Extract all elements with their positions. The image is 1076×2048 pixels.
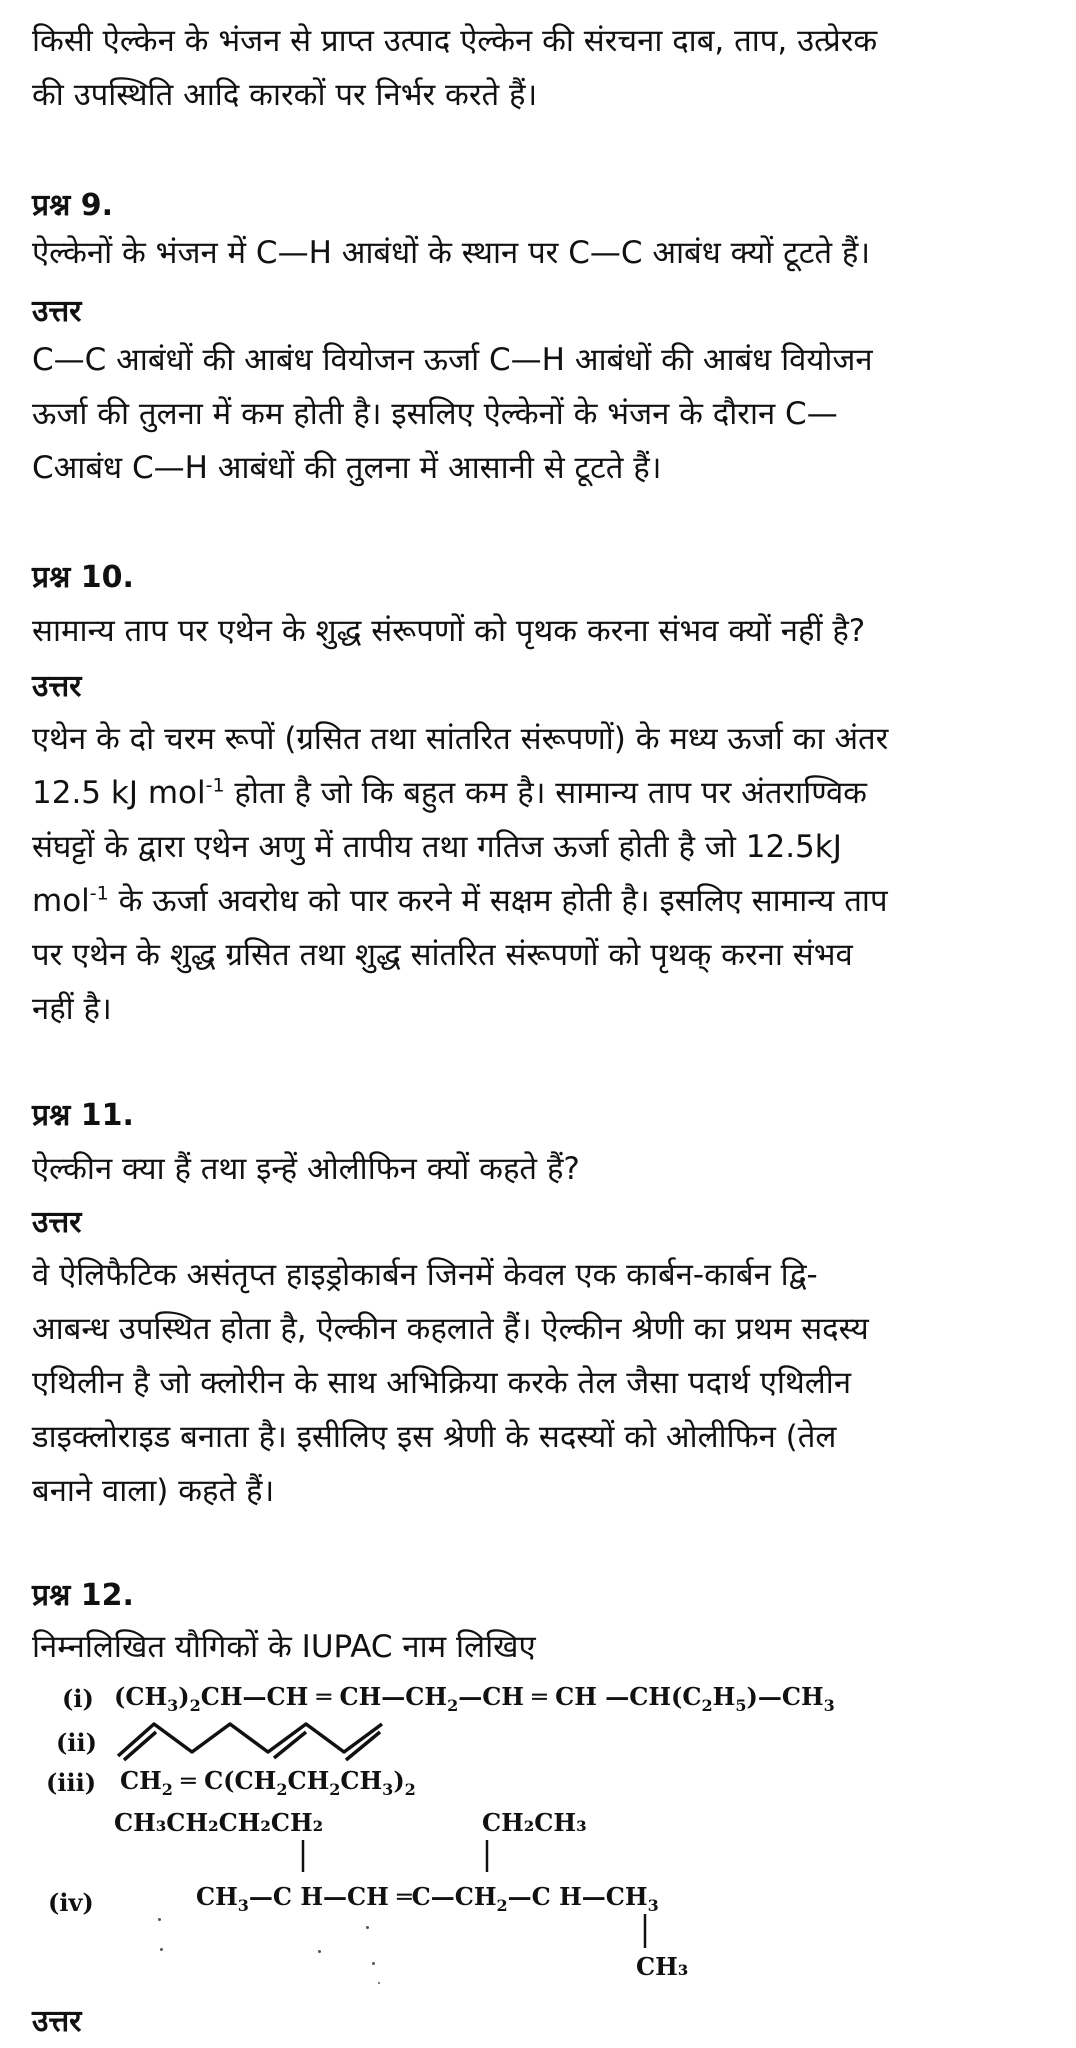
q10-question-text: सामान्य ताप पर एथेन के शुद्ध संरूपणों को पृथक करना संभव क्यों नहीं है? [32,613,866,649]
scan-speck [378,1982,380,1984]
compound-i-formula: $(CH_3)_2CH—CH$ ═ $CH—CH_2—CH$ ═ CH $—CH(C_2H_5)—CH_3$ [114,1682,835,1715]
q9-question [32,226,1052,280]
compound-iv-label: (iv) [48,1888,94,1917]
q11-answer-line-4: डाइक्लोराइड बनाता है। इसीलिए इस श्रेणी के सदस्यों को ओलीफिन (तेल [32,1419,837,1455]
q11-answer-line-3: एथिलीन है जो क्लोरीन के साथ अभिक्रिया करके तेल जैसा पदार्थ एथिलीन [32,1365,852,1401]
q9-answer-line-2: ऊर्जा की तुलना में कम होती है। इसलिए ऐल्केनों के भंजन के दौरान C— [32,396,838,432]
q10-question [32,604,1052,658]
compound-iv-bottom-branch: CH₃ [636,1952,689,1981]
compound-iv-top-left-branch: CH₃CH₂CH₂CH₂ [114,1808,324,1837]
q10-answer [32,712,1052,1036]
intro-line-1: किसी ऐल्केन के भंजन से प्राप्त उत्पाद ऐल्केन की संरचना दाब, ताप, उत्प्रेरक [32,23,878,59]
q12-question-text: निम्नलिखित यौगिकों के IUPAC नाम लिखिए [32,1629,536,1665]
q12-answer-label: उत्तर [32,2004,82,2039]
q11-answer-label: उत्तर [32,1205,82,1240]
q12-heading: प्रश्न 12. [32,1578,134,1613]
q9-answer-line-3: Cआबंध C—H आबंधों की तुलना में आसानी से टूटते हैं। [32,450,662,486]
compound-iv-bond-3 [640,1914,650,1950]
q10-answer-line-2 [32,766,1052,820]
q11-answer-line-1: वे ऐलिफैटिक असंतृप्त हाइड्रोकार्बन जिनमें केवल एक कार्बन-कार्बन द्वि- [32,1257,818,1293]
compound-iv-bond-1 [298,1840,308,1874]
scan-speck [318,1950,321,1953]
q10-answer-label: उत्तर [32,669,82,704]
q10-superscript-2: -1 [89,882,109,905]
q10-unit-mol: mol [32,883,90,919]
q10-answer-line-5: पर एथेन के शुद्ध ग्रसित तथा शुद्ध सांतरित संरूपणों को पृथक् करना संभव [32,937,853,973]
q11-answer [32,1248,1052,1518]
scan-speck [366,1926,369,1929]
compound-iv-top-right-branch: CH₂CH₃ [482,1808,587,1837]
q11-answer-line-5: बनाने वाला) कहते हैं। [32,1473,275,1509]
q9-answer [32,333,1052,495]
q11-answer-line-2: आबन्ध उपस्थित होता है, ऐल्कीन कहलाते हैं। ऐल्कीन श्रेणी का प्रथम सदस्य [32,1311,869,1347]
scan-speck [372,1962,375,1965]
q11-question-text: ऐल्कीन क्या हैं तथा इन्हें ओलीफिन क्यों कहते हैं? [32,1151,580,1187]
q11-question [32,1142,1052,1196]
q9-answer-line-1: C—C आबंधों की आबंध वियोजन ऊर्जा C—H आबंधों की आबंध वियोजन [32,342,873,378]
q10-answer-line-2-rest: होता है जो कि बहुत कम है। सामान्य ताप पर अंतराण्विक [224,775,867,811]
scan-speck [158,1918,161,1921]
q11-heading: प्रश्न 11. [32,1098,134,1133]
q9-heading: प्रश्न 9. [32,188,113,223]
q10-superscript-1: -1 [205,774,225,797]
q10-energy-value: 12.5 kJ mol [32,775,206,811]
compound-ii-skeletal-structure [114,1714,390,1762]
q10-answer-line-6: नहीं है। [32,991,112,1027]
intro-paragraph [32,14,1052,122]
q12-question [32,1620,1052,1674]
scan-speck [160,1948,163,1951]
q10-answer-line-4-rest: के ऊर्जा अवरोध को पार करने में सक्षम होती है। इसलिए सामान्य ताप [108,883,888,919]
compound-iv-bond-2 [482,1840,492,1874]
q9-question-text: ऐल्केनों के भंजन में C—H आबंधों के स्थान पर C—C आबंध क्यों टूटते हैं। [32,235,871,271]
compound-iv-main-chain: $CH_3—C$ H—CH $═C—CH_2—C$ $H—CH_3$ [196,1882,659,1915]
q10-answer-line-4 [32,874,1052,928]
compound-iii-label: (iii) [46,1768,97,1797]
compound-iii-formula: $CH_2$ ═ $C(CH_2CH_2CH_3)_2$ [120,1766,416,1799]
q9-answer-label: उत्तर [32,294,82,329]
q10-answer-line-3: संघट्टों के द्वारा एथेन अणु में तापीय तथा गतिज ऊर्जा होती है जो 12.5kJ [32,829,842,865]
q10-answer-line-1: एथेन के दो चरम रूपों (ग्रसित तथा सांतरित संरूपणों) के मध्य ऊर्जा का अंतर [32,721,889,757]
compound-ii-label: (ii) [56,1728,97,1757]
q10-heading: प्रश्न 10. [32,560,134,595]
intro-line-2: की उपस्थिति आदि कारकों पर निर्भर करते हैं। [32,77,538,113]
compound-i-label: (i) [62,1684,94,1713]
